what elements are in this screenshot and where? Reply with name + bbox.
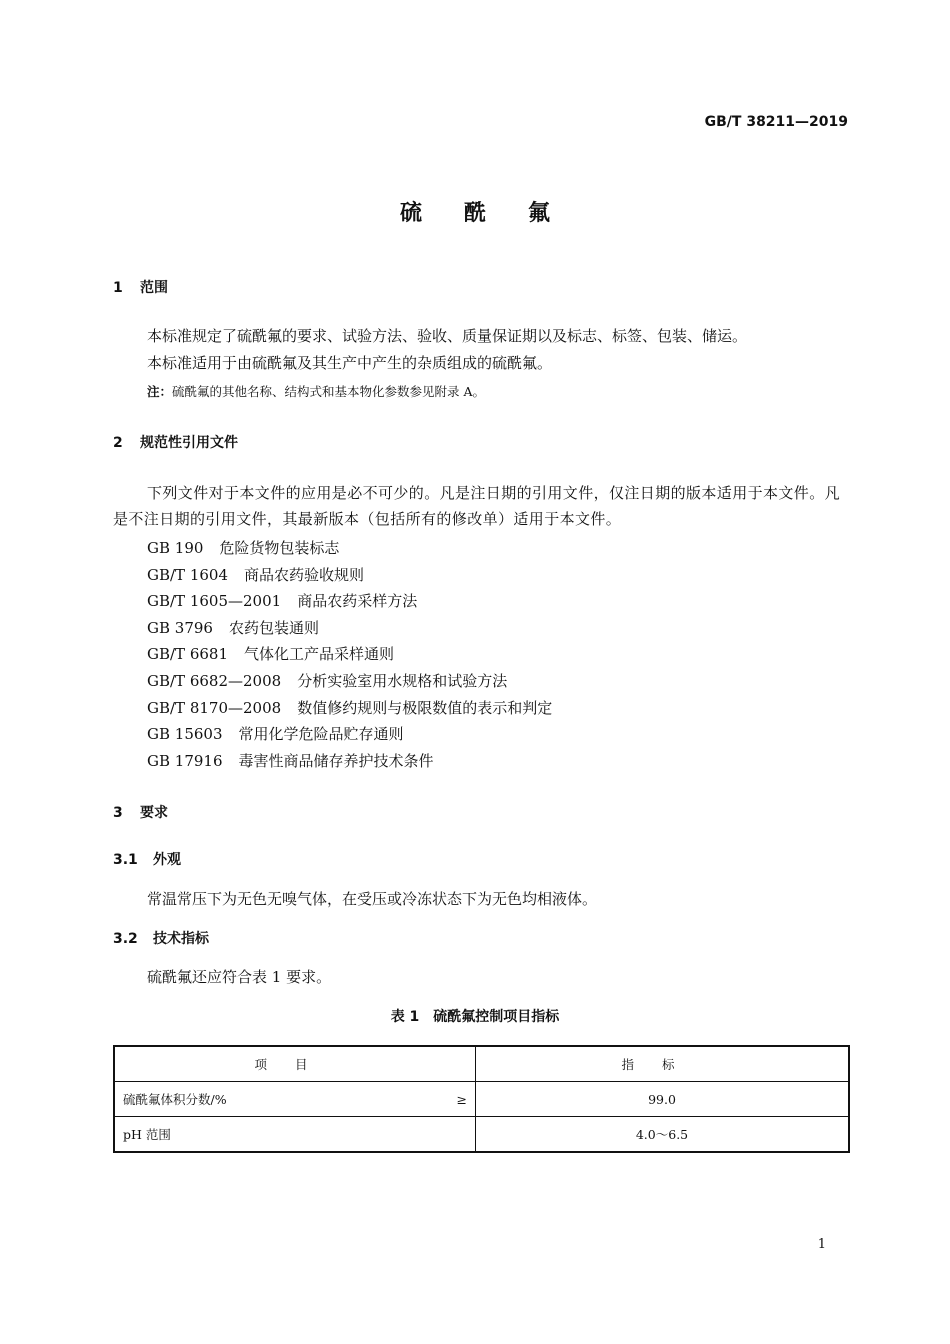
section-3-2-text: 硫酰氟还应符合表 1 要求。 — [147, 968, 332, 986]
reference-item — [147, 590, 417, 611]
cell-value: 99.0 — [476, 1082, 850, 1117]
section-1-paragraph-2: 本标准适用于由硫酰氟及其生产中产生的杂质组成的硫酰氟。 — [147, 354, 553, 372]
reference-name: 数值修约规则与极限数值的表示和判定 — [297, 698, 553, 717]
reference-name: 分析实验室用水规格和试验方法 — [297, 672, 508, 690]
table-caption: 表 1 硫酰氟控制项目指标 — [390, 1009, 560, 1025]
reference-code: GB 17916 — [147, 751, 223, 770]
reference-code: GB 3796 — [147, 618, 213, 637]
section-2-intro: 下列文件对于本文件的应用是必不可少的。凡是注日期的引用文件，仅注日期的版本适用于本文件。凡是不注日期的引用文件，其最新版本（包括所有的修改单）适用于本文件。 — [113, 484, 841, 528]
section-number: 3.2 — [113, 931, 138, 947]
reference-item — [147, 670, 507, 691]
section-3-heading — [113, 802, 168, 822]
reference-code: GB/T 8170—2008 — [147, 698, 282, 717]
item-label: pH 范围 — [123, 1127, 171, 1142]
header-index: 指标 — [476, 1046, 850, 1082]
section-1-note — [147, 382, 485, 400]
item-label: 硫酰氟体积分数/% — [123, 1092, 227, 1107]
section-title: 技术指标 — [153, 931, 209, 947]
reference-item — [147, 537, 339, 558]
cell-item — [114, 1082, 476, 1117]
header-item: 项目 — [114, 1046, 476, 1082]
cell-value: 4.0～6.5 — [476, 1117, 850, 1153]
reference-code: GB 190 — [147, 539, 204, 557]
section-number: 3 — [113, 805, 123, 821]
section-3-1-text: 常温常压下为无色无嗅气体，在受压或冷冻状态下为无色均相液体。 — [147, 890, 598, 908]
section-1-heading — [113, 277, 168, 297]
table-row — [114, 1082, 849, 1117]
operator-symbol: ≥ — [456, 1091, 467, 1107]
reference-code: GB/T 6681 — [147, 645, 229, 664]
section-1-paragraph-1: 本标准规定了硫酰氟的要求、试验方法、验收、质量保证期以及标志、标签、包装、储运。 — [147, 327, 748, 345]
section-3-1-heading — [113, 849, 181, 869]
section-3-2-heading — [113, 928, 209, 948]
reference-name: 商品农药验收规则 — [244, 565, 365, 584]
section-2-heading — [113, 432, 238, 452]
reference-code: GB/T 1605—2001 — [147, 592, 282, 611]
standard-code: GB/T 38211—2019 — [704, 114, 848, 130]
reference-item — [147, 617, 319, 638]
reference-item — [147, 643, 394, 664]
section-number: 3.1 — [113, 852, 138, 868]
note-label: 注： — [147, 384, 173, 399]
reference-item — [147, 723, 404, 744]
reference-item — [147, 697, 552, 718]
reference-code: GB/T 6682—2008 — [147, 672, 282, 690]
reference-name: 毒害性商品储存养护技术条件 — [238, 751, 434, 770]
reference-name: 商品农药采样方法 — [297, 592, 418, 611]
reference-item — [147, 750, 434, 771]
reference-item — [147, 564, 364, 585]
section-title: 规范性引用文件 — [140, 435, 238, 451]
section-number: 1 — [113, 280, 123, 296]
document-title: 硫酰氟 — [399, 201, 592, 226]
section-title: 范围 — [140, 280, 168, 296]
reference-name: 气体化工产品采样通则 — [244, 645, 395, 664]
section-number: 2 — [113, 435, 123, 451]
table-row — [114, 1117, 849, 1153]
section-title: 外观 — [153, 852, 181, 868]
reference-name: 常用化学危险品贮存通则 — [238, 725, 404, 744]
reference-code: GB 15603 — [147, 725, 223, 744]
table-header-row — [114, 1046, 849, 1082]
note-text: 硫酰氟的其他名称、结构式和基本物化参数参见附录 A。 — [172, 384, 486, 399]
section-title: 要求 — [140, 805, 168, 821]
page-number: 1 — [817, 1237, 826, 1252]
reference-code: GB/T 1604 — [147, 565, 229, 584]
spec-table — [113, 1045, 850, 1153]
cell-item — [114, 1117, 476, 1153]
reference-name: 危险货物包装标志 — [219, 539, 340, 557]
reference-name: 农药包装通则 — [228, 618, 319, 637]
